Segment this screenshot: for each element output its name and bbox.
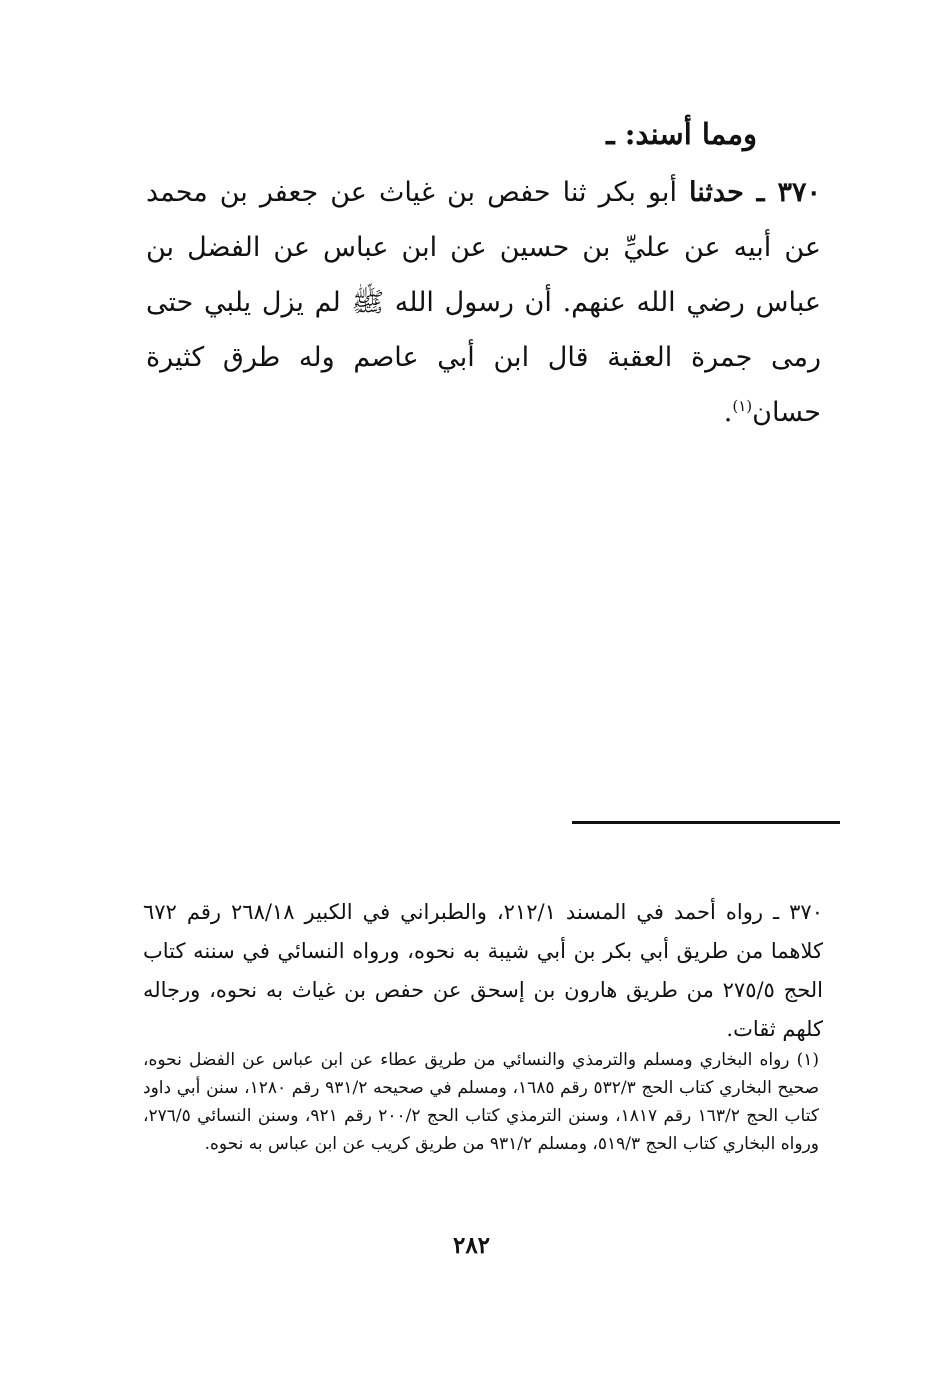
footnote-divider bbox=[572, 821, 840, 824]
footnote-takhrij: ٣٧٠ ـ رواه أحمد في المسند ٢١٢/١، والطبراني في الكبير ٢٦٨/١٨ رقم ٦٧٢ كلاهما من طريق أبي بكر بن أبي شيبة به نحوه، ورواه النسائي في سننه كتاب الحج ٢٧٥/٥ من طريق هارون بن إسحق عن حفص بن غياث به نحوه، ورجاله كلهم ثقات. bbox=[143, 900, 823, 1041]
hadith-text bbox=[146, 165, 821, 440]
section-heading: ومما أسند: ـ bbox=[606, 117, 757, 151]
hadith-end-punct: . bbox=[723, 397, 733, 428]
hadith-body: أبو بكر ثنا حفص بن غياث عن جعفر بن محمد عن أبيه عن عليِّ بن حسين عن ابن عباس عن الفضل بن عباس رضي الله عنهم. أن رسول الله ﷺ لم يزل يلبي حتى رمى جمرة العقبة قال ابن أبي عاصم وله طرق كثيرة حسان bbox=[146, 177, 821, 428]
hadith-number-lead: ٣٧٠ ـ حدثنا bbox=[689, 177, 821, 208]
footnote-1: (١) رواه البخاري ومسلم والترمذي والنسائي من طريق عطاء عن ابن عباس عن الفضل نحوه، صحيح البخاري كتاب الحج ٥٣٢/٣ رقم ١٦٨٥، ومسلم في صحيحه ٩٣١/٢ رقم ١٢٨٠، سنن أبي داود كتاب الحج ١٦٣/٢ رقم ١٨١٧، وسنن الترمذي كتاب الحج ٢٠٠/٢ رقم ٩٢١، وسنن النسائي ٢٧٦/٥، ورواه البخاري كتاب الحج ٥١٩/٣، ومسلم ٩٣١/٢ من طريق كريب عن ابن عباس به نحوه. bbox=[143, 1050, 820, 1154]
footnote-marker: (١) bbox=[732, 397, 753, 415]
page-number: ٢٨٢ bbox=[452, 1232, 491, 1259]
